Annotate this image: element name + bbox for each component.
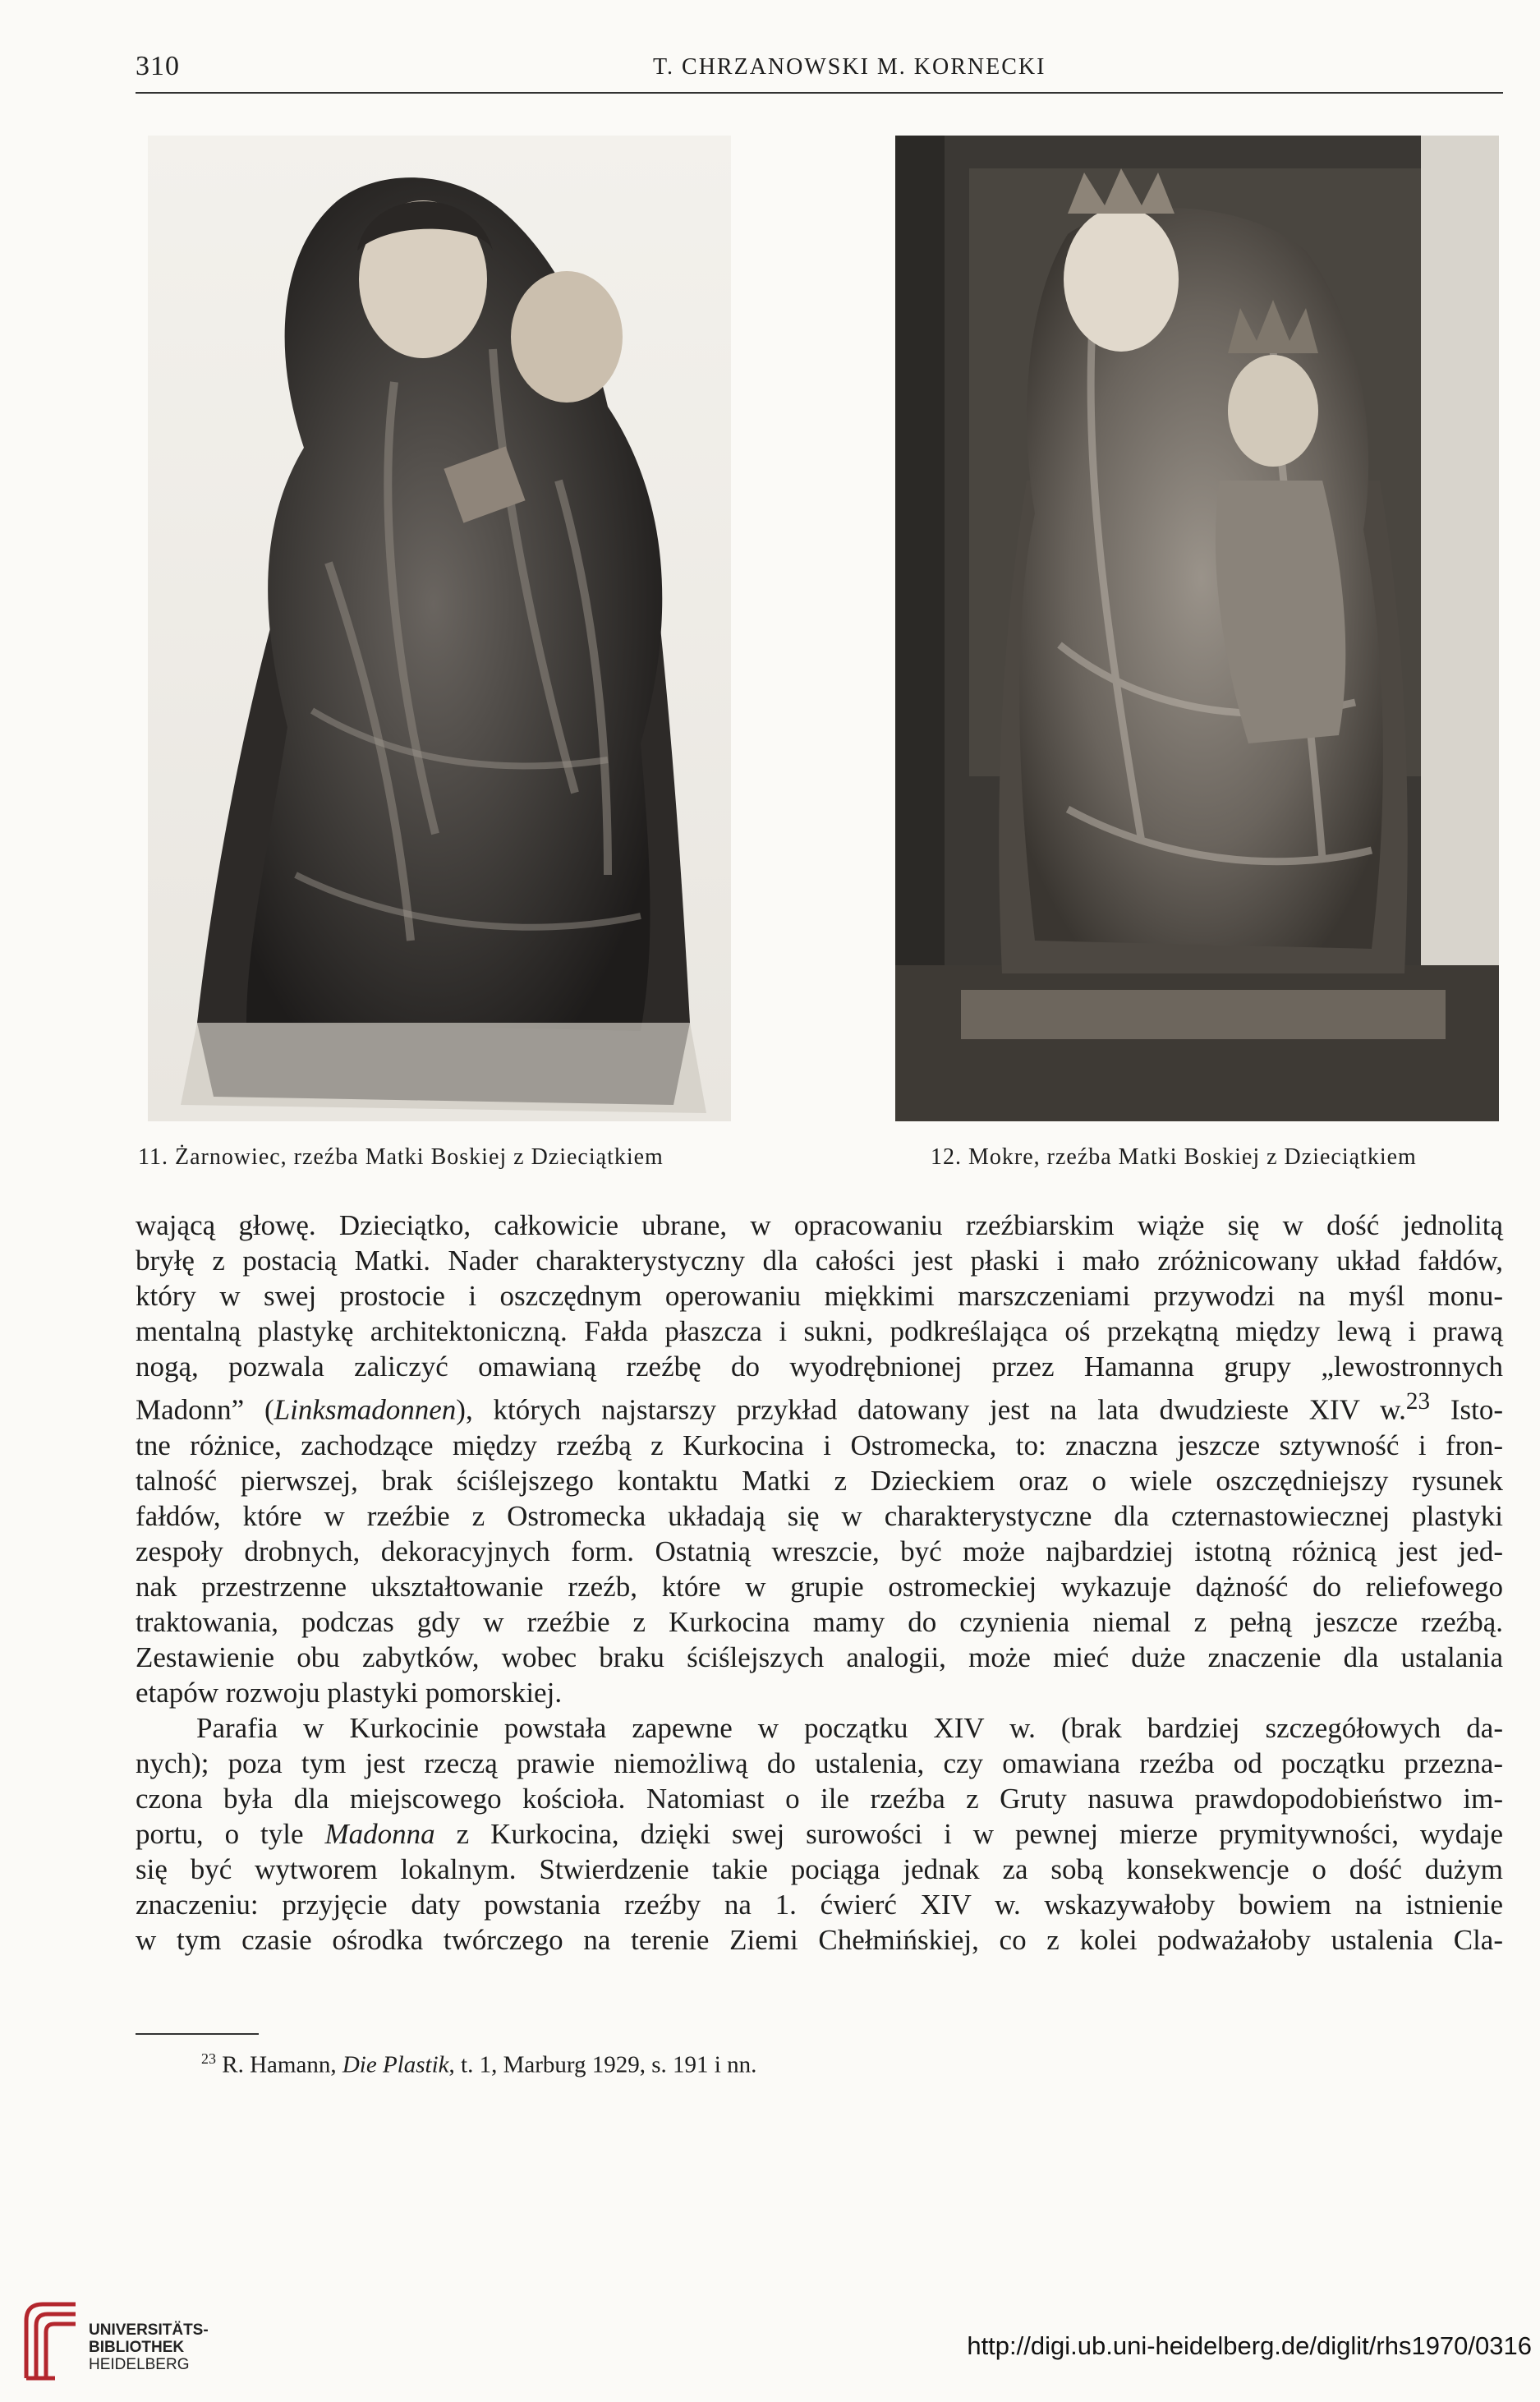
text-fragment: portu, o tyle [136, 1817, 325, 1850]
text-line: etapów rozwoju plastyki pomorskiej. [136, 1676, 563, 1709]
text-fragment: z Kurkocina, dzięki swej surowości i w pewnej mierze prymitywności, wydaje [434, 1817, 1503, 1850]
footnote-reference: 23 [1405, 1388, 1431, 1415]
text-line: nogą, pozwala zaliczyć omawianą rzeźbę do wyodrębnionej przez Hamanna grupy „lewostronnych [136, 1351, 1503, 1383]
footnote-title: Die Plastik [342, 2051, 449, 2078]
page-header [136, 51, 1503, 89]
text-line: wającą głowę. Dzieciątko, całkowicie ubrane, w opracowaniu rzeźbiarskim wiąże się w dość jednolitą [136, 1209, 1503, 1241]
body-text [136, 1208, 1503, 1958]
text-line: Zestawienie obu zabytków, wobec braku ściślejszych analogii, może mieć duże znaczenie dla ustalania [136, 1640, 1503, 1673]
text-line: fałdów, które w rzeźbie z Ostromecka układają się w charakterystyczne dla czternastowiecznej plastyki [136, 1499, 1503, 1532]
italic-term: Madonna [324, 1817, 435, 1850]
text-line: bryłę z postacią Matki. Nader charakterystyczny dla całości jest płaski i mało zróżnicowany układ fałdów, [136, 1245, 1503, 1277]
library-logo-icon [18, 2296, 84, 2386]
text-line [136, 1816, 1503, 1852]
text-line: tne różnice, zachodzące między rzeźbą z Kurkocina i Ostromecka, to: znaczna jeszcze sztywność i fron- [136, 1429, 1503, 1461]
text-line: w tym czasie ośrodka twórczego na terenie Ziemi Chełmińskiej, co z kolei podważałoby ustalenia Cla- [136, 1923, 1503, 1956]
figure-12-caption: 12. Mokre, rzeźba Matki Boskiej z Dzieciątkiem [931, 1144, 1417, 1170]
figure-11 [148, 136, 731, 1121]
figure-12-photo [895, 136, 1499, 1121]
text-fragment: Isto- [1430, 1393, 1504, 1426]
source-url-link[interactable]: http://digi.ub.uni-heidelberg.de/diglit/rhs1970/0316 [967, 2331, 1532, 2360]
footnote-number: 23 [201, 2050, 216, 2067]
text-line: znaczeniu: przyjęcie daty powstania rzeźby na 1. ćwierć XIV w. wskazywałoby bowiem na istnienie [136, 1888, 1503, 1921]
footnote-rest: , t. 1, Marburg 1929, s. 191 i nn. [448, 2051, 757, 2078]
text-line: który w swej prostocie i oszczędnym operowaniu miękkimi marszczeniami przywodzi na myśl monu- [136, 1280, 1503, 1312]
text-line: czona była dla miejscowego kościoła. Natomiast o ile rzeźba z Gruty nasuwa prawdopodobieństwo im- [136, 1782, 1503, 1815]
text-line: traktowania, podczas gdy w rzeźbie z Kurkocina mamy do czynienia niemal z pełną jeszcze rzeźbą. [136, 1605, 1503, 1638]
figure-11-photo [148, 136, 731, 1121]
text-line [136, 1384, 1503, 1428]
running-head: T. CHRZANOWSKI M. KORNECKI [653, 54, 1046, 80]
text-line: Parafia w Kurkocinie powstała zapewne w początku XIV w. (brak bardziej szczegółowych da- [196, 1711, 1503, 1744]
footnote-author: R. Hamann, [222, 2051, 342, 2078]
footnote [201, 2050, 756, 2079]
figure-11-caption: 11. Żarnowiec, rzeźba Matki Boskiej z Dzieciątkiem [138, 1144, 664, 1170]
text-line: mentalną plastykę architektoniczną. Fałda płaszcza i sukni, podkreślająca oś przekątną między lewą i prawą [136, 1315, 1503, 1347]
italic-term: Linksmadonnen [274, 1393, 457, 1426]
figure-12 [895, 136, 1499, 1121]
header-rule [136, 92, 1503, 94]
library-line: HEIDELBERG [89, 2356, 190, 2373]
text-fragment: ), których najstarszy przykład datowany jest na lata dwudzieste XIV w. [456, 1393, 1406, 1426]
page-number: 310 [136, 51, 180, 81]
library-name [89, 2321, 209, 2373]
footnote-rule [136, 2033, 259, 2035]
library-line: BIBLIOTHEK [89, 2339, 185, 2356]
text-fragment: Madonn” ( [136, 1393, 274, 1426]
text-line: zespoły drobnych, dekoracyjnych form. Ostatnią wreszcie, być może najbardziej istotną różnicą jest jed- [136, 1535, 1503, 1567]
text-line: nak przestrzenne ukształtowanie rzeźb, które w grupie ostromeckiej wykazuje dążność do reliefowego [136, 1570, 1503, 1603]
text-line: się być wytworem lokalnym. Stwierdzenie takie pociąga jednak za sobą konsekwencje o dość dużym [136, 1852, 1503, 1885]
library-line: UNIVERSITÄTS- [89, 2321, 209, 2339]
text-line: nych); poza tym jest rzeczą prawie niemożliwą do ustalenia, czy omawiana rzeźba od początku przezna- [136, 1746, 1503, 1779]
text-line: talność pierwszej, brak ściślejszego kontaktu Matki z Dzieckiem oraz o wiele oszczędniejszy rysunek [136, 1464, 1503, 1497]
